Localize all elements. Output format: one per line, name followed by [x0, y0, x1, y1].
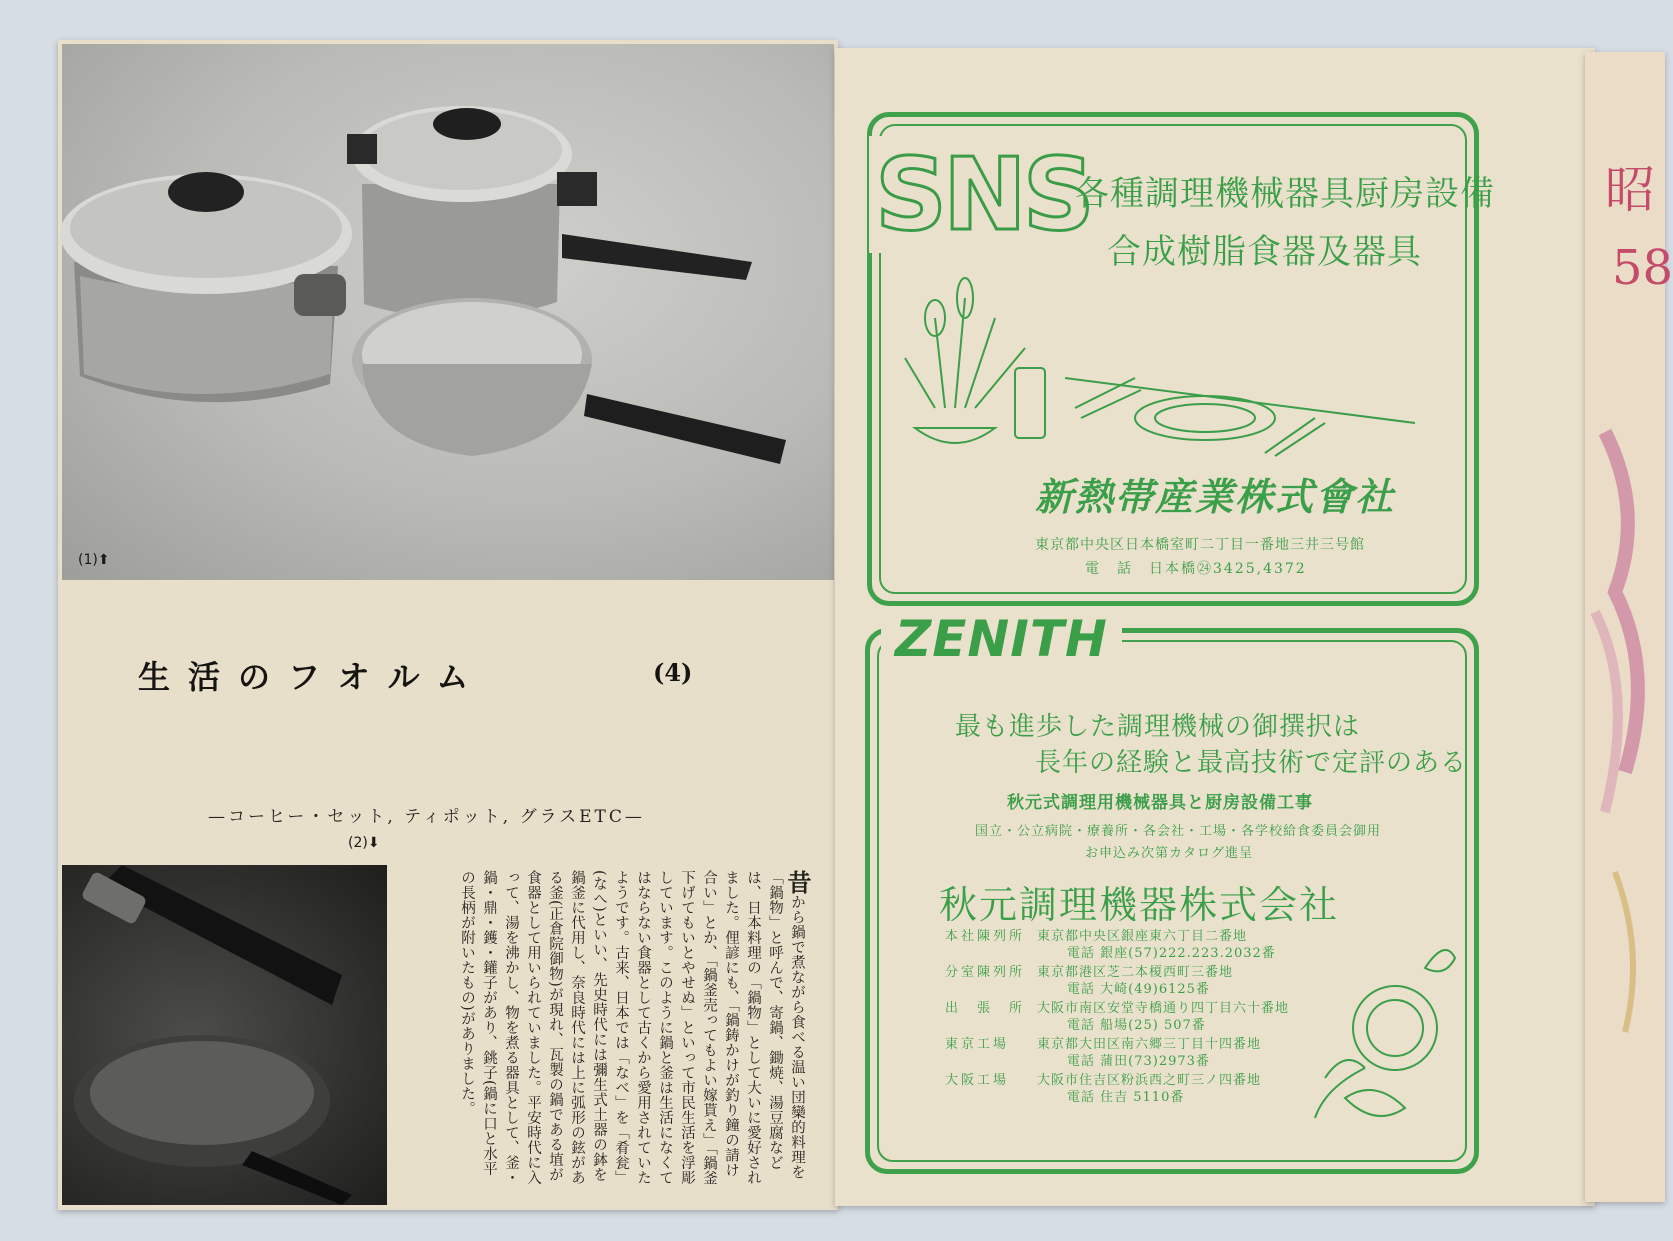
office-row: [945, 1072, 1261, 1106]
office-phone: 電話 船場(25) 507番: [1067, 1018, 1206, 1033]
office-row: [945, 964, 1233, 998]
zenith-ad-line3: 秋元式調理用機械器具と厨房設備工事: [1007, 793, 1313, 813]
handwritten-year: 58: [1612, 240, 1673, 296]
article-body-lead: 昔: [783, 870, 812, 895]
office-row: [945, 1000, 1289, 1034]
office-phone: 電話 銀座(57)222.223.2032番: [1067, 946, 1276, 961]
sns-address: 東京都中央区日本橋室町二丁目一番地三井三号館: [1035, 537, 1365, 553]
sns-ad-line2: 合成樹脂食器及器具: [1107, 232, 1422, 272]
office-label: 東京工場: [945, 1037, 1010, 1052]
zenith-company-name: 秋元調理機器株式会社: [939, 883, 1340, 927]
zenith-ad-line4: 国立・公立病院・療養所・各会社・工場・各学校給食委員会御用: [975, 824, 1382, 839]
frying-pan-photo: [62, 865, 387, 1205]
cookware-photo: [62, 44, 834, 580]
office-phone: 電話 蒲田(73)2973番: [1067, 1054, 1210, 1069]
right-page: [835, 48, 1595, 1206]
office-address: 大阪市南区安堂寺橋通り四丁目六十番地: [1037, 1001, 1290, 1016]
sns-company-name: 新熱帯産業株式會社: [1035, 475, 1396, 519]
office-label: 大阪工場: [945, 1073, 1010, 1088]
office-row: [945, 928, 1276, 962]
office-address: 大阪市住吉区粉浜西之町三ノ四番地: [1037, 1073, 1262, 1088]
cookware-illustration: [62, 44, 834, 580]
left-page: [58, 40, 838, 1210]
zenith-ad-line1: 最も進歩した調理機械の御撰択は: [955, 712, 1361, 742]
office-address: 東京都港区芝二本榎西町三番地: [1037, 965, 1234, 980]
office-phone: 電話 大崎(49)6125番: [1067, 982, 1210, 997]
article-body-text: から鍋で煮ながら食べる温い団欒的料理を「鍋物」と呼んで、寄鍋、鋤焼、湯豆腐などは、日本料理の「鍋物」として大いに愛好されました。俚諺にも、「鍋鋳かけが釣り鐘の請け合い」とか、「鍋釜売ってもよい嫁貰え」「鍋釜下げてもいとやせぬ」といって市民生活を浮彫しています。このように鍋と釜は生活になくてはならない食器として古くから愛用されていたようです。古来、日本では「なべ」を「肴瓮」(なへ)といい、先史時代には彌生式土器の鉢を鍋釜に代用し、奈良時代には上に弧形の鉉がある釜(正倉院御物)が現れ、瓦製の鍋である埴が食器として用いられていました。平安時代に入って、湯を沸かし、物を煮る器具として、釜・鍋・鼎・鑊・鑵子があり、銚子(鍋に口と水平の長柄が附いたもの)がありました。: [459, 870, 805, 1186]
photo2-label: (2)⬇: [348, 835, 380, 851]
article-subtitle: —コーヒー・セット, ティポット, グラスETC—: [208, 807, 645, 827]
sns-ad-line1: 各種調理機械器具厨房設備: [1075, 174, 1495, 214]
photo1-label: (1)⬆: [78, 552, 110, 568]
sunflower-illustration: [1305, 928, 1475, 1128]
office-phone: 電話 住吉 5110番: [1067, 1090, 1185, 1105]
next-page-edge: [1585, 52, 1665, 1202]
office-address: 東京都中央区銀座東六丁目二番地: [1037, 929, 1248, 944]
watercolor-illustration: [1585, 52, 1665, 1202]
zenith-logo: ZENITH: [881, 610, 1122, 668]
frying-pan-illustration: [62, 865, 387, 1205]
sns-phone: 電 話 日本橋㉔3425,4372: [1085, 561, 1307, 577]
office-row: [945, 1036, 1261, 1070]
office-label: 出 張 所: [945, 1001, 1026, 1016]
office-address: 東京都大田区南六郷三丁目十四番地: [1037, 1037, 1262, 1052]
office-label: 本社陳列所: [945, 929, 1026, 944]
article-title: 生活のフオルム: [138, 658, 487, 696]
article-number: (4): [653, 658, 693, 687]
office-label: 分室陳列所: [945, 965, 1026, 980]
article-body: [408, 870, 812, 1190]
handwritten-note: 昭: [1605, 161, 1655, 219]
sns-logo: SNS: [869, 136, 1097, 253]
zenith-ad-line5: お申込み次第カタログ進呈: [1085, 846, 1254, 861]
zenith-ad-line2: 長年の経験と最高技術で定評のある: [1035, 748, 1468, 778]
tableware-flower-illustration: [875, 258, 1435, 458]
